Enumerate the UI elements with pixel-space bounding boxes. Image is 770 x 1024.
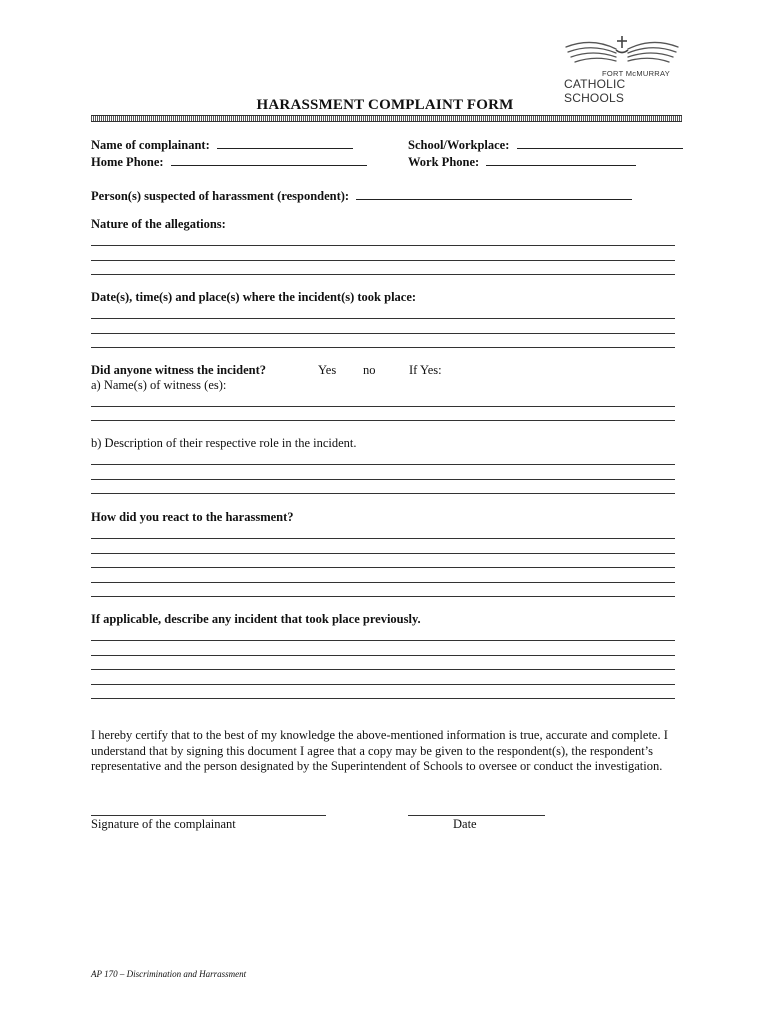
previous-line-5[interactable] xyxy=(91,698,675,699)
witness-names-label: a) Name(s) of witness (es): xyxy=(91,378,227,392)
logo-text-top: FORT McMURRAY xyxy=(602,69,671,78)
witness-roles-line-1[interactable] xyxy=(91,464,675,465)
school-label: School/Workplace: xyxy=(408,138,510,152)
dates-line-3[interactable] xyxy=(91,347,675,348)
home-phone-label: Home Phone: xyxy=(91,155,164,169)
witness-roles-line-3[interactable] xyxy=(91,493,675,494)
witness-no-option[interactable]: no xyxy=(363,363,376,377)
work-phone-input-line[interactable] xyxy=(486,154,636,166)
reaction-line-1[interactable] xyxy=(91,538,675,539)
date-label: Date xyxy=(453,817,477,831)
signature-line[interactable] xyxy=(91,815,326,816)
witness-roles-label: b) Description of their respective role in the incident. xyxy=(91,436,357,450)
form-title: HARASSMENT COMPLAINT FORM xyxy=(256,97,514,113)
school-field-row xyxy=(408,137,683,153)
school-logo xyxy=(556,33,686,105)
previous-line-4[interactable] xyxy=(91,684,675,685)
respondent-row xyxy=(91,188,632,204)
work-phone-label: Work Phone: xyxy=(408,155,480,169)
if-yes-label: If Yes: xyxy=(409,363,442,377)
name-label: Name of complainant: xyxy=(91,138,210,152)
signature-label: Signature of the complainant xyxy=(91,817,236,831)
respondent-label: Person(s) suspected of harassment (respondent): xyxy=(91,189,350,203)
title-divider xyxy=(91,115,682,122)
witness-question: Did anyone witness the incident? xyxy=(91,363,267,377)
previous-line-1[interactable] xyxy=(91,640,675,641)
allegations-line-1[interactable] xyxy=(91,245,675,246)
name-input-line[interactable] xyxy=(217,137,353,149)
reaction-line-5[interactable] xyxy=(91,596,675,597)
dates-line-2[interactable] xyxy=(91,333,675,334)
logo-wings-icon xyxy=(562,33,682,69)
dates-line-1[interactable] xyxy=(91,318,675,319)
date-line[interactable] xyxy=(408,815,545,816)
previous-line-3[interactable] xyxy=(91,669,675,670)
name-field-row xyxy=(91,137,353,153)
reaction-heading: How did you react to the harassment? xyxy=(91,510,294,524)
witness-roles-line-2[interactable] xyxy=(91,479,675,480)
home-phone-row xyxy=(91,154,367,170)
dates-heading: Date(s), time(s) and place(s) where the incident(s) took place: xyxy=(91,290,417,304)
witness-names-line-1[interactable] xyxy=(91,406,675,407)
reaction-line-3[interactable] xyxy=(91,567,675,568)
school-input-line[interactable] xyxy=(517,137,683,149)
work-phone-row xyxy=(408,154,636,170)
home-phone-input-line[interactable] xyxy=(171,154,367,166)
witness-names-line-2[interactable] xyxy=(91,420,675,421)
previous-heading: If applicable, describe any incident that took place previously. xyxy=(91,612,421,626)
reaction-line-4[interactable] xyxy=(91,582,675,583)
certification-text: I hereby certify that to the best of my knowledge the above-mentioned information is true, accurate and complete. I understand that by signing this document I agree that a copy may be given to the respondent(s), the respondent’s representative and the person designated by the Superintendent of Schools to oversee or conduct the investigation. xyxy=(91,728,668,773)
footer-reference: AP 170 – Discrimination and Harrassment xyxy=(91,969,247,979)
respondent-input-line[interactable] xyxy=(356,188,632,200)
allegations-line-2[interactable] xyxy=(91,260,675,261)
allegations-heading: Nature of the allegations: xyxy=(91,217,226,231)
logo-text-main: CATHOLIC SCHOOLS xyxy=(564,77,626,105)
previous-line-2[interactable] xyxy=(91,655,675,656)
witness-yes-option[interactable]: Yes xyxy=(318,363,337,377)
allegations-line-3[interactable] xyxy=(91,274,675,275)
reaction-line-2[interactable] xyxy=(91,553,675,554)
